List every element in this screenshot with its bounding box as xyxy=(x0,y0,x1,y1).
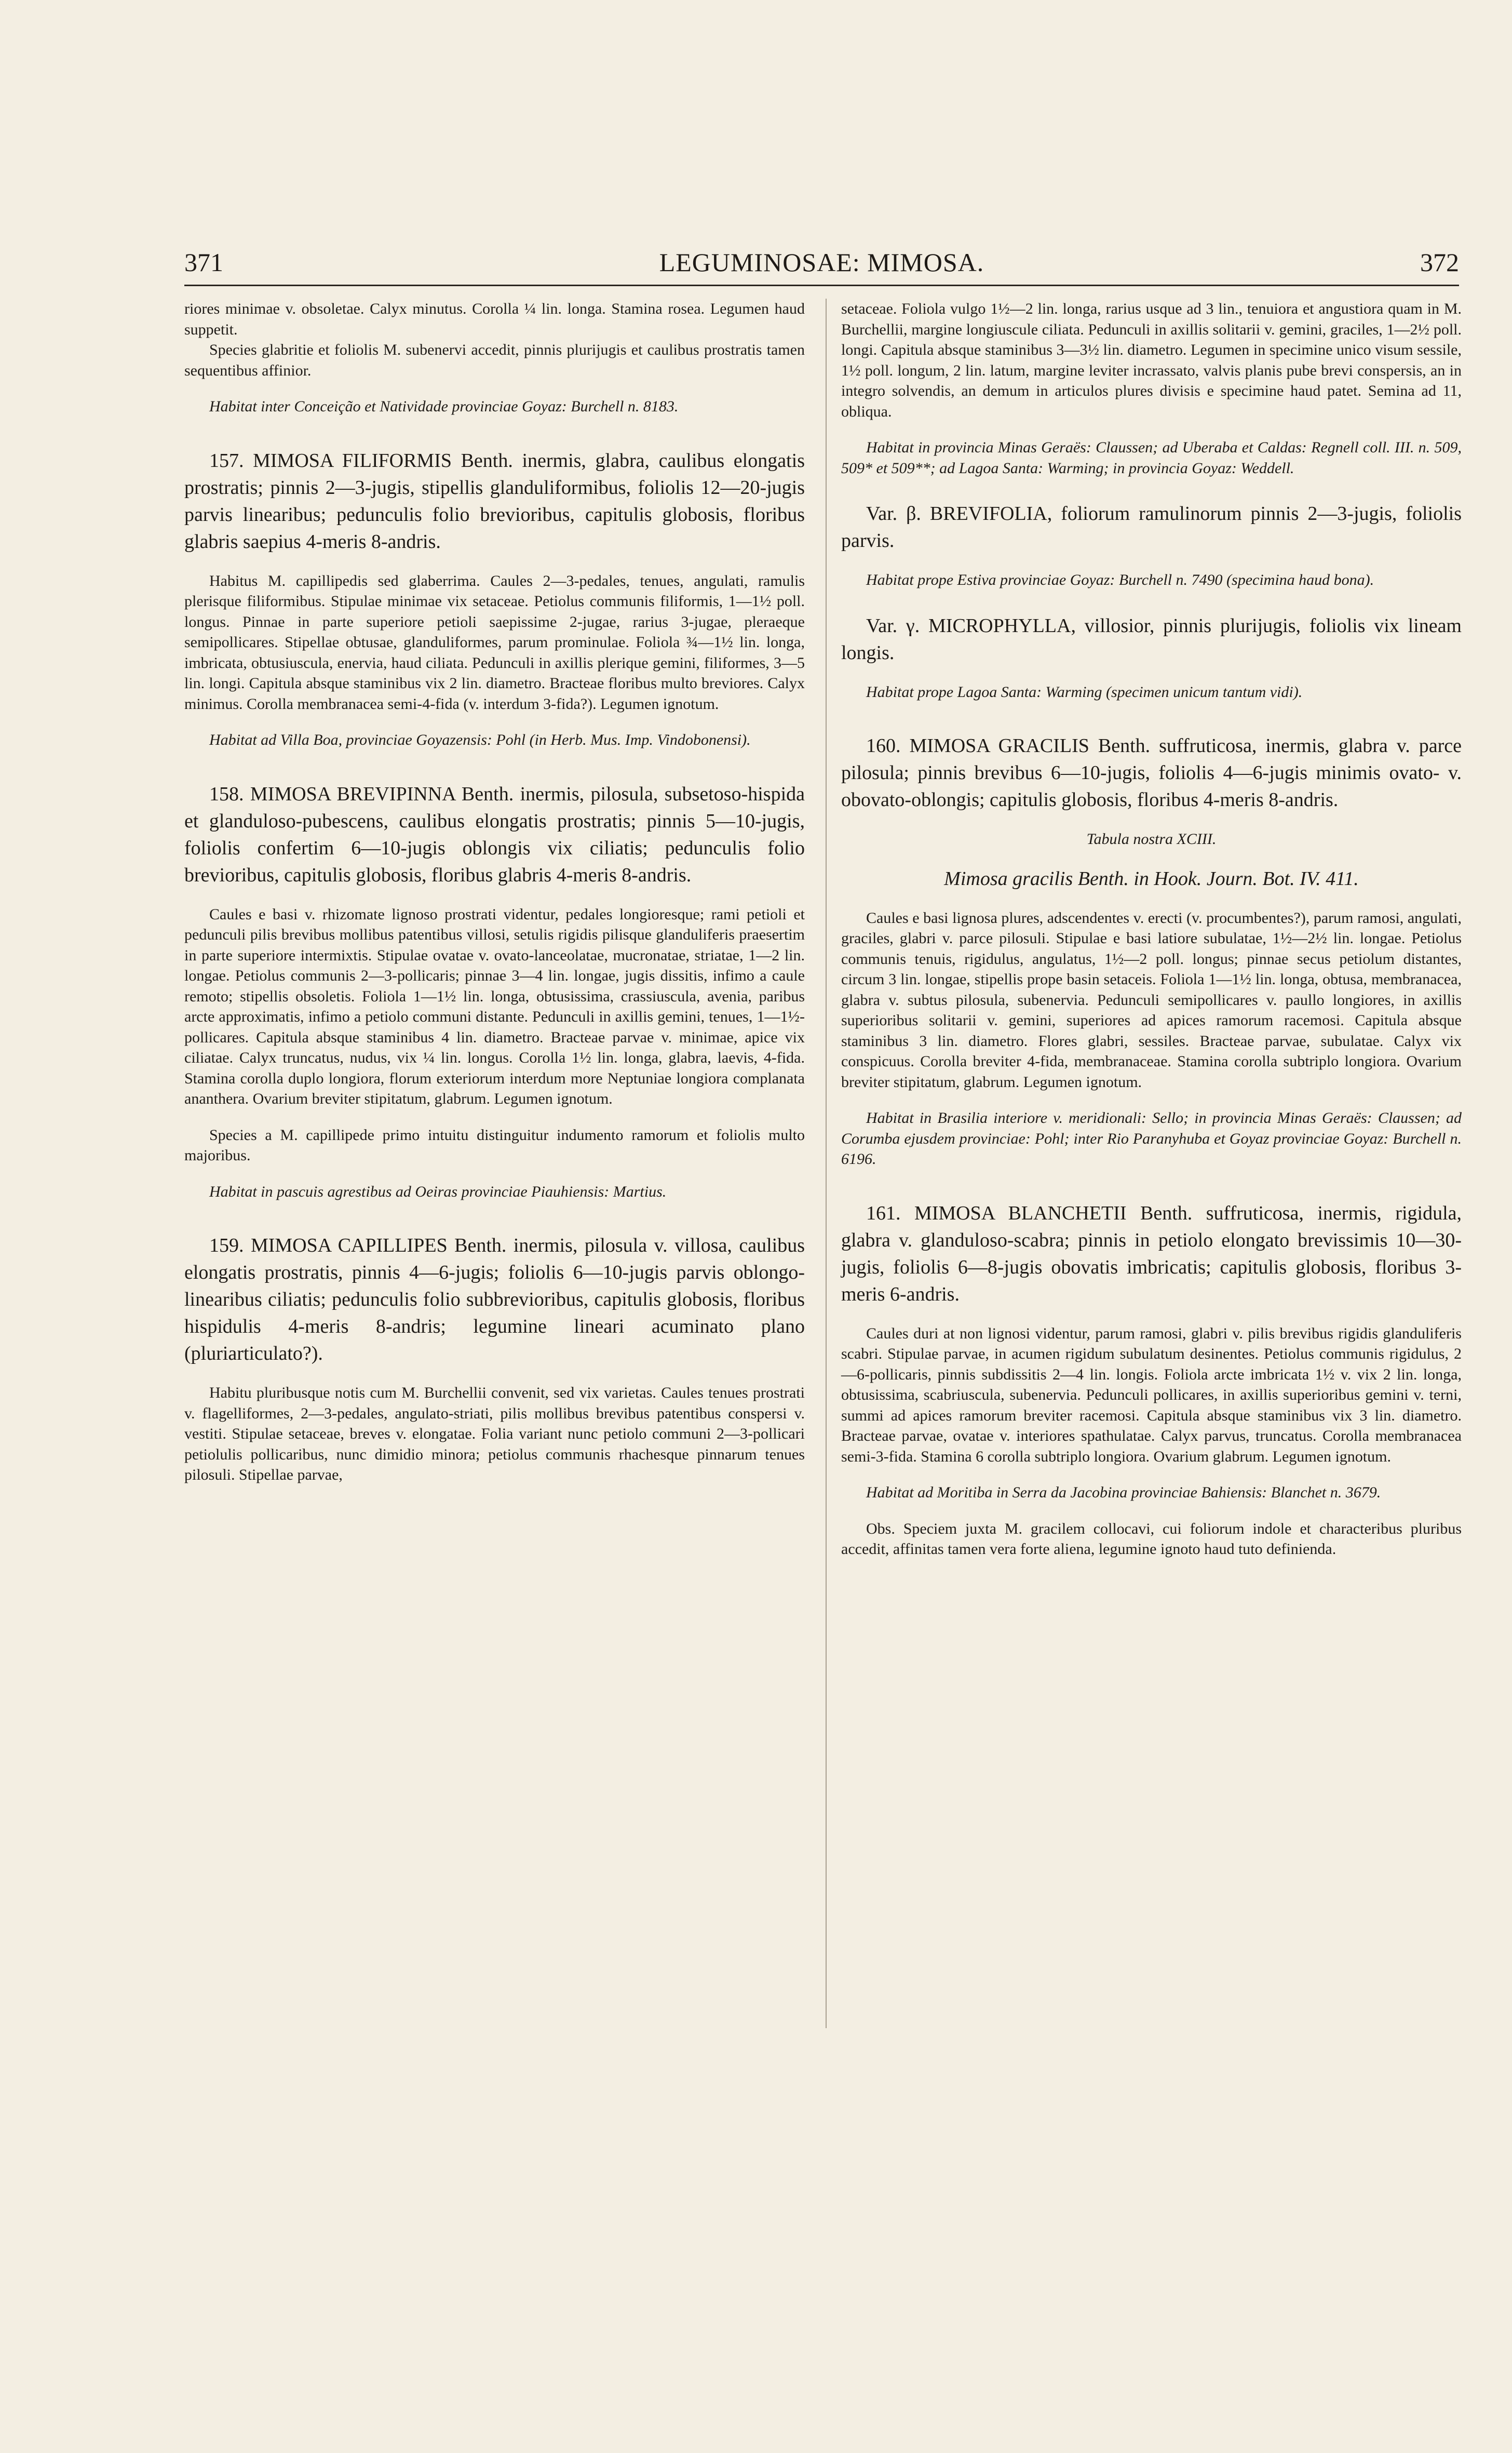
continued-description: riores minimae v. obsoletae. Calyx minutus. Corolla ¼ lin. longa. Stamina rosea. Legumen haud suppetit. xyxy=(184,300,805,338)
header-rule xyxy=(184,285,1459,286)
species-158-habitat: Habitat in pascuis agrestibus ad Oeiras provinciae Piauhiensis: Martius. xyxy=(209,1183,667,1200)
species-note: Species glabritie et foliolis M. subenervi accedit, pinnis plurijugis et caulibus prostratis tamen sequentibus affinior. xyxy=(184,341,805,379)
habitat-note: Habitat inter Conceição et Natividade provinciae Goyaz: Burchell n. 8183. xyxy=(209,398,679,415)
plate-reference: Tabula nostra XCIII. xyxy=(1086,830,1217,848)
page-number-right: 372 xyxy=(1420,248,1459,277)
species-161-description: Caules duri at non lignosi videntur, parum ramosi, glabri v. pilis brevibus rigidis glanduliferis scabri. Stipulae parvae, in acumen rigidum subulatum desinentes. Petiolus communis rigidulus, 2—6-pollicaris, pinnis subdissitis 2—4 lin. longis. Foliola arcte imbricata 1½ v. vix 2 lin. longa, obtusissima, scabriuscula, subenervia. Pedunculi pollicares, in axillis superioribus gemini v. terni, summi ad apices ramorum breviter racemosi. Capitula absque staminibus vix 3 lin. diametro. Bracteae parvae, ovatae v. interiores spathulatae. Calyx parvus, truncatus. Corolla membranacea semi-3-fida. Stamina 6 corolla subtriplo longiora. Ovarium glabrum. Legumen ignotum. xyxy=(841,1324,1462,1465)
page-title: LEGUMINOSAE: MIMOSA. xyxy=(659,248,984,277)
left-column xyxy=(184,299,805,1485)
species-160-habitat: Habitat in Brasilia interiore v. meridionali: Sello; in provincia Minas Geraës: Claussen; ad Corumba ejusdem provinciae: Pohl; inter Rio Paranyhuba et Goyaz provinciae Goyaz: Burchell n. 6196. xyxy=(841,1109,1462,1168)
species-159-habitat: Habitat in provincia Minas Geraës: Claussen; ad Uberaba et Caldas: Regnell coll. III. n. 509, 509* et 509**; ad Lagoa Santa: Warming; in provincia Goyaz: Weddell. xyxy=(841,439,1462,477)
species-159-diagnosis: 159. MIMOSA CAPILLIPES Benth. inermis, pilosula v. villosa, caulibus elongatis prostratis, pinnis 4—6-jugis; foliolis 6—10-jugis parvis oblongo-linearibus ciliatis; pedunculis folio subbrevioribus, capitulis globosis, floribus hispidulis 4-meris 8-andris; legumine lineari acuminato plano (pluriarticulato?). xyxy=(184,1235,805,1364)
species-161-diagnosis: 161. MIMOSA BLANCHETII Benth. suffruticosa, inermis, rigidula, glabra v. glanduloso-scabra; pinnis in petiolo elongato brevissimis 10—30-jugis, foliolis 6—8-jugis obovatis imbricatis; capitulis globosis, floribus 3-meris 6-andris. xyxy=(841,1202,1462,1305)
species-161-habitat: Habitat ad Moritiba in Serra da Jacobina provinciae Bahiensis: Blanchet n. 3679. xyxy=(866,1484,1381,1501)
species-158-description: Caules e basi v. rhizomate lignoso prostrati videntur, pedales longioresque; rami petioli et pedunculi pilis brevibus mollibus patentibus villosi, setulis rigidis pilisque glanduliferis praesertim in parte superiore intermixtis. Stipulae ovatae v. ovato-lanceolatae, mucronatae, striatae, 1—2 lin. longae. Petiolus communis 2—3-pollicaris; pinnae 3—4 lin. longae, jugis dissitis, infimo a caule remoto; stipellis obsoletis. Foliola 1—1½ lin. longa, obtusissima, crassiuscula, avenia, paribus arcte approximatis, infimo a petiolo communi distante. Pedunculi in axillis gemini, tenues, 1—1½-pollicares. Capitula absque staminibus 4 lin. diametro. Bracteae parvae v. minimae, apice vix ciliatae. Calyx truncatus, nudus, vix ¼ lin. longus. Corolla 1½ lin. longa, glabra, laevis, 4-fida. Stamina corolla duplo longiora, florum exteriorum interdum more Neptuniae longiora complanata ananthera. Ovarium breviter stipitatum, glabrum. Legumen ignotum. xyxy=(184,905,805,1107)
variety-beta: Var. β. BREVIFOLIA, foliorum ramulinorum pinnis 2—3-jugis, foliolis parvis. xyxy=(841,503,1462,552)
variety-beta-habitat: Habitat prope Estiva provinciae Goyaz: Burchell n. 7490 (specimina haud bona). xyxy=(866,571,1374,588)
species-158-note: Species a M. capillipede primo intuitu distinguitur indumento ramorum et foliolis multo majoribus. xyxy=(184,1126,805,1164)
species-157-habitat: Habitat ad Villa Boa, provinciae Goyazensis: Pohl (in Herb. Mus. Imp. Vindobonensi). xyxy=(209,731,751,748)
running-head xyxy=(184,244,1459,280)
variety-gamma: Var. γ. MICROPHYLLA, villosior, pinnis plurijugis, foliolis vix lineam longis. xyxy=(841,614,1462,664)
species-159-description: Habitu pluribusque notis cum M. Burchellii convenit, sed vix varietas. Caules tenues prostrati v. flagelliformes, 2—3-pedales, angulato-striati, pilis mollibus brevibus patentibus conspersi v. vestiti. Stipulae setaceae, breves v. elongatae. Folia variant nunc petiolo communi 2—3-pollicari petiolulis pollicaribus, nunc dimidio minora; petiolus communis rhachesque pinnarum tenues pilosuli. Stipellae parvae, xyxy=(184,1384,805,1483)
species-159-description-cont: setaceae. Foliola vulgo 1½—2 lin. longa, rarius usque ad 3 lin., tenuiora et angustiora quam in M. Burchellii, margine longiuscule ciliata. Pedunculi in axillis solitarii v. gemini, graciles, 1—2½ poll. longi. Capitula absque staminibus 3—3½ lin. diametro. Legumen in specimine unico visum sessile, 1½ poll. longum, 2 lin. latum, margine leviter incrassato, valvis planis pube brevi conspersis, an in integro solvendis, an demum in articulos plures divisis e specimine haud patet. Semina ad 11, obliqua. xyxy=(841,300,1462,420)
species-157-description: Habitus M. capillipedis sed glaberrima. Caules 2—3-pedales, tenues, angulati, ramulis plerisque filiformibus. Stipulae minimae vix setaceae. Petiolus communis filiformis, 1—1½ poll. longus. Pinnae in parte superiore petioli saepissime 2-jugae, rarius 3-jugae, pleraeque semipollicares. Stipellae obtusae, glanduliformes, parum prominulae. Foliola ¾—1½ lin. longa, imbricata, obtusiuscula, enervia, haud ciliata. Pedunculi in axillis plerique gemini, filiformes, 3—5 lin. longi. Capitula absque staminibus vix 2 lin. diametro. Bracteae floribus multo breviores. Calyx minimus. Corolla membranacea semi-4-fida (v. interdum 3-fida?). Legumen ignotum. xyxy=(184,572,805,713)
species-160-description: Caules e basi lignosa plures, adscendentes v. erecti (v. procumbentes?), parum ramosi, angulati, graciles, glabri v. parce pilosuli. Stipulae e basi latiore subulatae, 1½—2½ lin. longae. Petiolus communis tenuis, rigidulus, angulatus, 1½—2 poll. longus; pinnae secus petiolum distantes, circum 3 lin. longae, stipellis prope basin setaceis. Foliola 1—1½ lin. longa, obtusa, membranacea, glabra v. subtus pilosula, subenervia. Pedunculi semipollicares v. paullo longiores, in axillis superioribus solitarii v. gemini, superiores ad apices ramorum racemosi. Capitula absque staminibus 3 lin. diametro. Flores glabri, sessiles. Bracteae parvae, subulatae. Calyx vix conspicuus. Corolla breviter 4-fida, membranaceae. Stamina corolla subtriplo longiora. Ovarium breviter stipitatum, glabrum. Legumen ignotum. xyxy=(841,909,1462,1091)
right-column xyxy=(841,299,1462,1560)
page-number-left: 371 xyxy=(184,248,223,277)
species-160-diagnosis: 160. MIMOSA GRACILIS Benth. suffruticosa, inermis, glabra v. parce pilosula; pinnis brevibus 6—10-jugis, foliolis 4—6-jugis minimis ovato- v. obovato-oblongis; capitulis globosis, floribus 4-meris 8-andris. xyxy=(841,735,1462,811)
species-158-diagnosis: 158. MIMOSA BREVIPINNA Benth. inermis, pilosula, subsetoso-hispida et glanduloso-pubescens, caulibus elongatis prostratis; pinnis 5—10-jugis, foliolis confertim 6—10-jugis oblongis vix ciliatis; pedunculis folio brevioribus, capitulis globosis, floribus glabris 4-meris 8-andris. xyxy=(184,783,805,886)
variety-gamma-habitat: Habitat prope Lagoa Santa: Warming (specimen unicum tantum vidi). xyxy=(866,683,1303,701)
species-161-observation: Obs. Speciem juxta M. gracilem collocavi, cui foliorum indole et characteribus pluribus accedit, affinitas tamen vera forte aliena, legumine ignoto haud tuto definienda. xyxy=(841,1520,1462,1558)
species-157-diagnosis: 157. MIMOSA FILIFORMIS Benth. inermis, glabra, caulibus elongatis prostratis; pinnis 2—3-jugis, stipellis glanduliformibus, foliolis 12—20-jugis parvis linearibus; pedunculis folio brevioribus, capitulis globosis, floribus glabris saepius 4-meris 8-andris. xyxy=(184,449,805,553)
column-separator xyxy=(826,299,827,2028)
species-160-synonym: Mimosa gracilis Benth. in Hook. Journ. Bot. IV. 411. xyxy=(944,867,1359,890)
